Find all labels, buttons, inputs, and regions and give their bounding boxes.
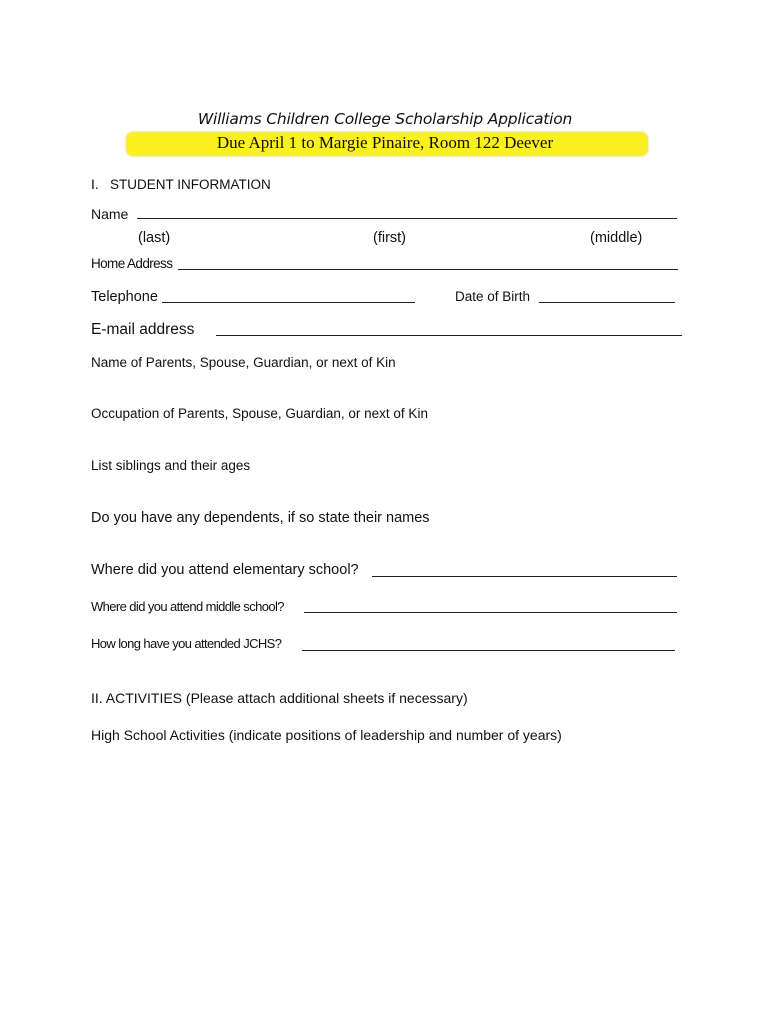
name-label: Name — [91, 206, 129, 222]
section-1-heading: STUDENT INFORMATION — [110, 177, 271, 192]
elementary-school-field-line[interactable] — [372, 576, 677, 577]
email-field-line[interactable] — [216, 335, 682, 336]
name-field-line[interactable] — [137, 218, 677, 219]
section-2-heading: II. ACTIVITIES (Please attach additional sheets if necessary) — [91, 690, 468, 706]
dob-label: Date of Birth — [455, 289, 531, 304]
email-label: E-mail address — [91, 321, 195, 338]
form-title: Williams Children College Scholarship Application — [197, 110, 573, 128]
due-note: Due April 1 to Margie Pinaire, Room 122 Deever — [216, 133, 554, 152]
parents-label: Name of Parents, Spouse, Guardian, or next of Kin — [91, 355, 396, 370]
middle-school-field-line[interactable] — [304, 612, 677, 613]
dependents-label: Do you have any dependents, if so state their names — [91, 510, 430, 526]
name-part-last: (last) — [138, 230, 171, 246]
middle-school-label: Where did you attend middle school? — [91, 599, 284, 614]
occupation-label: Occupation of Parents, Spouse, Guardian, or next of Kin — [91, 406, 428, 421]
home-address-label: Home Address — [91, 256, 173, 271]
name-part-middle: (middle) — [590, 230, 643, 246]
section-1-number: I. — [91, 176, 99, 192]
siblings-label: List siblings and their ages — [91, 458, 251, 473]
name-part-first: (first) — [373, 230, 407, 246]
jchs-field-line[interactable] — [302, 650, 675, 651]
dob-field-line[interactable] — [539, 302, 675, 303]
jchs-label: How long have you attended JCHS? — [91, 636, 282, 651]
telephone-field-line[interactable] — [162, 302, 415, 303]
elementary-school-label: Where did you attend elementary school? — [91, 562, 359, 578]
hs-activities-label: High School Activities (indicate positions of leadership and number of years) — [91, 727, 562, 743]
telephone-label: Telephone — [91, 289, 158, 305]
home-address-field-line[interactable] — [178, 269, 678, 270]
